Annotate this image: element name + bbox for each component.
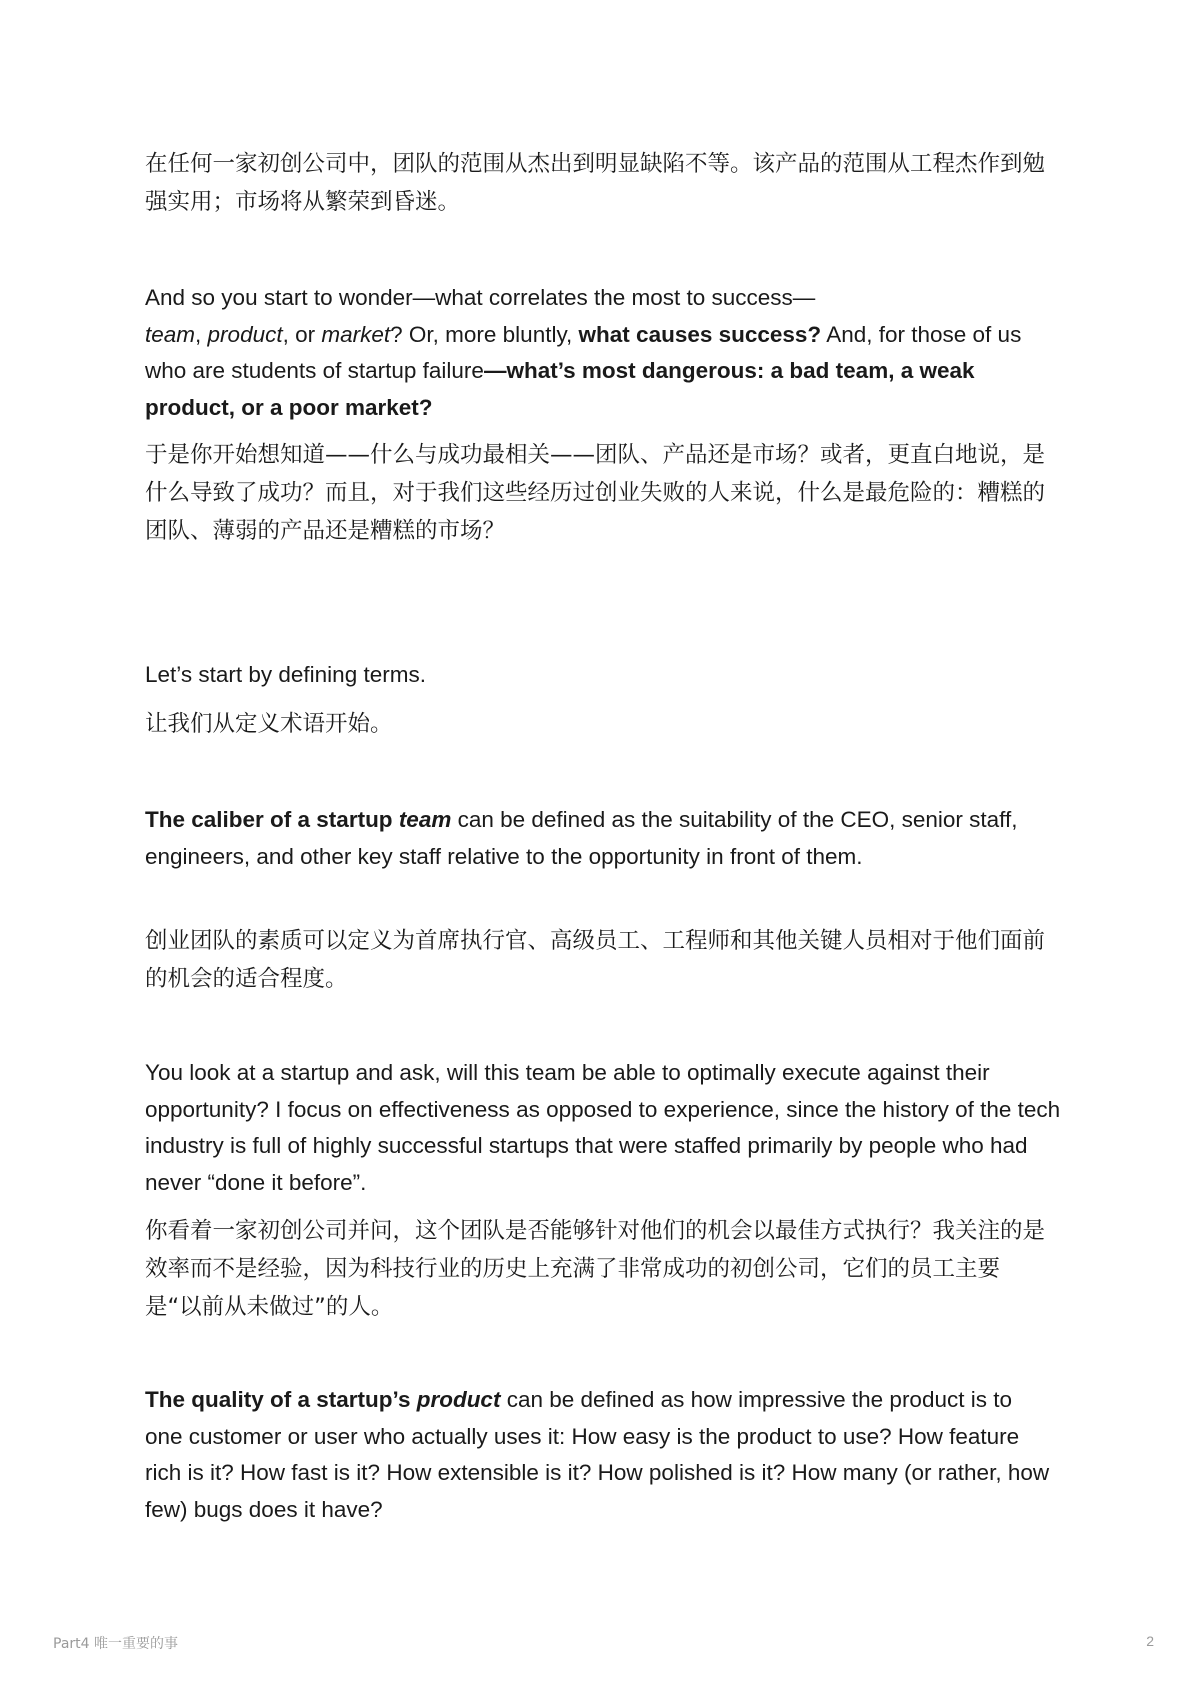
text-span: can be defined as the suitability of the CEO, senior staff, engineers, and other key staff relative to the opportunity in front of them. xyxy=(145,807,1018,869)
paragraph-2-zh: 于是你开始想知道——什么与成功最相关——团队、产品还是市场？或者，更直白地说，是什么导致了成功？而且，对于我们这些经历过创业失败的人来说，什么是最危险的：糟糕的团队、薄弱的产品还是糟糕的市场？ xyxy=(145,442,1046,544)
paragraph-4-en xyxy=(145,802,1045,875)
text-span: ? Or, more bluntly, xyxy=(390,321,579,347)
footer-section-title: Part4 唯一重要的事 xyxy=(53,1636,178,1652)
paragraph-3-en: Let’s start by defining terms. xyxy=(145,662,426,687)
text-span: product xyxy=(207,321,283,347)
paragraph-5-zh: 你看着一家初创公司并问，这个团队是否能够针对他们的机会以最佳方式执行？我关注的是效率而不是经验，因为科技行业的历史上充满了非常成功的初创公司，它们的员工主要是“以前从未做过”的人。 xyxy=(145,1218,1046,1320)
text-span: team xyxy=(398,807,452,832)
text-span: The caliber of a startup xyxy=(145,807,399,832)
text-span: And so you start to wonder—what correlates the most to success— xyxy=(145,285,816,310)
text-span: what causes success? xyxy=(578,321,822,347)
paragraph-6-en xyxy=(145,1382,1055,1528)
text-span: , xyxy=(195,321,208,347)
paragraph-2-en xyxy=(145,280,1045,426)
text-span: product xyxy=(416,1387,501,1412)
text-span: market xyxy=(321,321,391,347)
footer-page-number: 2 xyxy=(1146,1633,1154,1649)
text-span: , or xyxy=(282,321,322,347)
text-span: team xyxy=(145,321,196,347)
text-span: can be defined as how impressive the product is to one customer or user who actually uses it: How easy is the product to use? How feature rich is it? How fast is it? How extensible is it? How polished is it? How many (or rather, how few) bugs does it have? xyxy=(145,1387,1050,1522)
paragraph-5-en: You look at a startup and ask, will this team be able to optimally execute against their opportunity? I focus on effectiveness as opposed to experience, since the history of the tech industry is full of highly successful startups that were staffed primarily by people who had never “done it before”. xyxy=(145,1060,1061,1195)
paragraph-1-zh: 在任何一家初创公司中，团队的范围从杰出到明显缺陷不等。该产品的范围从工程杰作到勉强实用；市场将从繁荣到昏迷。 xyxy=(145,151,1046,215)
text-span: —what’s most dangerous: a bad team, a weak product, or a poor market? xyxy=(145,358,975,420)
text-span: And, for those of us who are students of startup failure xyxy=(145,321,1022,383)
paragraph-3-zh: 让我们从定义术语开始。 xyxy=(145,711,393,737)
text-span: The quality of a startup’s xyxy=(145,1387,417,1412)
paragraph-4-zh: 创业团队的素质可以定义为首席执行官、高级员工、工程师和其他关键人员相对于他们面前的机会的适合程度。 xyxy=(145,928,1046,992)
